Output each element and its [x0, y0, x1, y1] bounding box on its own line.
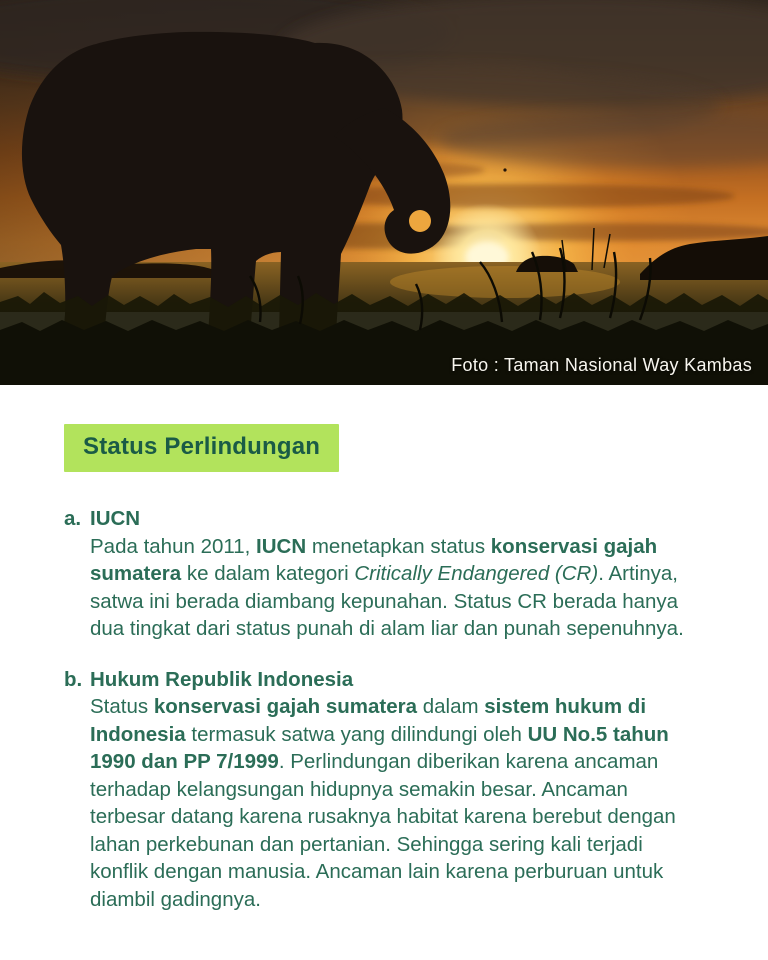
sunset-scene	[0, 0, 768, 385]
sun-reflection	[390, 266, 620, 298]
item-title: IUCN	[90, 507, 141, 530]
elephant-sunset-photo	[0, 0, 768, 385]
section-title-badge	[64, 424, 339, 472]
content-area	[64, 424, 704, 936]
item-list	[64, 505, 704, 913]
item-label: a.	[64, 507, 82, 530]
photo-caption: Foto : Taman Nasional Way Kambas	[451, 355, 752, 375]
item-label: b.	[64, 667, 83, 691]
trunk-curl-gap	[409, 210, 431, 232]
list-item-hukum-indonesia	[64, 666, 704, 914]
item-body: Status konservasi gajah sumatera dalam sistem hukum di Indonesia termasuk satwa yang dilindungi oleh UU No.5 tahun 1990 dan PP 7/1999. Perlindungan diberikan karena ancaman terhadap kelangsungan hidupnya semakin besar. Ancaman terbesar datang karena rusaknya habitat karena berebut dengan lahan perkebunan dan pertanian. Sehingga sering kali terjadi konflik dengan manusia. Ancaman lain karena perburuan untuk diambil gadingnya.	[90, 695, 676, 911]
bird-speck	[503, 168, 506, 171]
item-body: Pada tahun 2011, IUCN menetapkan status konservasi gajah sumatera ke dalam kategori Critically Endangered (CR). Artinya, satwa ini berada diambang kepunahan. Status CR berada hanya dua tingkat dari status punah di alam liar dan punah sepenuhnya.	[90, 534, 684, 640]
section-title: Status Perlindungan	[83, 433, 321, 460]
item-title: Hukum Republik Indonesia	[90, 667, 354, 691]
list-item-iucn	[64, 505, 704, 643]
